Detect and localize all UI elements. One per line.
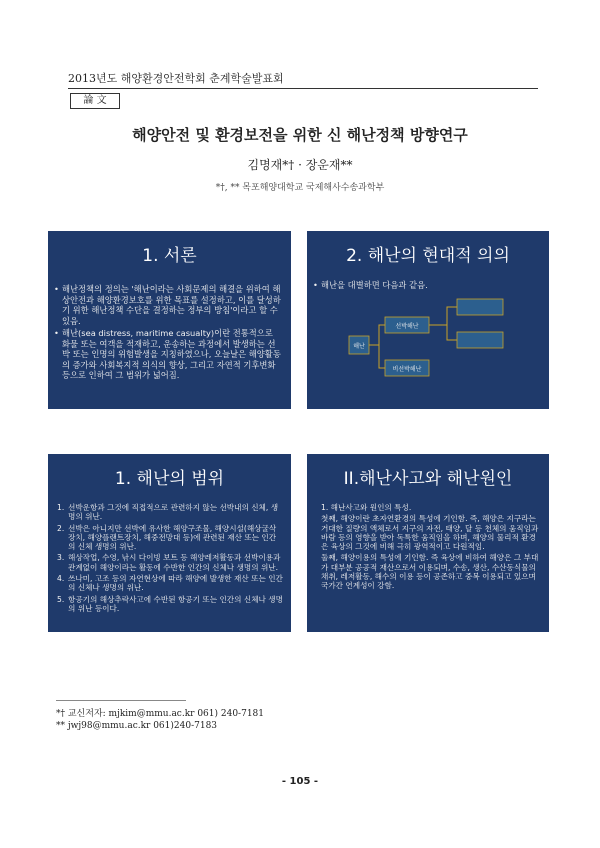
slide-title: 2. 해난의 현대적 의의 [346,246,510,266]
bullet-list [48,284,291,381]
classification-diagram [307,231,549,409]
footnote-coauthor: ** jwj98@mmu.ac.kr 061)240-7183 [56,721,218,731]
connector-line [379,345,385,368]
bullet-item: • 해난(sea distress, maritime casualty)이란 전통적으로 화물 또는 여객을 적재하고, 운송하는 과정에서 발생하는 선박 또는 인명의 위험발생을 지칭하였으나, 오늘날은 해양활동의 증가와 사회복지적 의식의 향상, 그리고 자연적 기후변화 등으로 인하여 그 범위가 넓어짐. [62,328,283,381]
footnote-corresponding: *† 교신저자: mjkim@mmu.ac.kr 061) 240-7181 [56,709,265,719]
conference-header: 2013년도 해양환경안전학회 춘계학술발표회 [68,72,284,85]
list-text: 해상작업, 수영, 낚시 다이빙 보트 등 해양레저활동과 선박이용과 관계없이 해양이라는 활동에 수반한 인간의 신체나 생명의 위난. [68,553,281,572]
list-item [57,553,283,572]
slide-accidents-causes [307,454,549,632]
bullet-item: • 해난을 대별하면 다음과 같음. [321,280,541,291]
page-number: - 105 - [281,776,319,787]
footnote-rule [56,700,186,701]
bullet-item: • 해난정책의 정의는 '해난이라는 사회문제의 해결을 위하여 해상안전과 해양환경보호를 위한 목표를 설정하고, 이를 달성하기 위한 해난정책 수단을 결정하는 정부의 방침'이라고 할 수 있음. [62,284,283,326]
list-item [57,594,283,614]
paragraph: 첫째, 해양이란 초자연환경의 특성에 기인함. 즉, 해양은 지구라는 거대한 질량의 액체로서 지구의 자전, 태양, 달 등 천체의 움직임과 바람 등의 영향을 받아 독특한 움직임을 하며, 해양의 물리적 환경은 육상의 그것에 비해 극히 광역적이고 다원적임. [321,514,539,552]
list-number: 4. [57,574,65,584]
slide-modern-meaning [307,231,549,409]
header-rule [68,88,538,89]
diagram-node-nonship-label: 비선박해난 [392,366,422,373]
slide-scope [48,454,291,632]
list-number: 1. [57,503,65,512]
list-text: 선박운항과 그것에 직접적으로 관련하지 않는 선박내의 신체, 생명의 위난. [68,503,279,522]
list-text: 선박은 아니지만 선박에 유사한 해양구조물, 해양시설(해상굴삭장치, 해양플랜트장치, 해중전망대 등)에 관련된 재산 또는 인간의 신체 생명의 위난. [68,523,277,552]
paragraph: 둘째, 해양이용의 특성에 기인함. 즉 육상에 비하여 해양은 그 부대가 대부분 공공적 재산으로서 이용되며, 수송, 생산, 수산동식물의 채취, 레저활동, 해수의 이용 등이 공존하고 중복 이용되고 있으며 국가간 연계성이 강함. [321,553,539,591]
list-item [57,523,283,552]
paper-title: 해양안전 및 환경보전을 위한 신 해난정책 방향연구 [132,126,468,144]
authors: 김명재*† · 장운재** [247,158,353,172]
diagram-node-root-label: 해난 [353,343,365,350]
paragraph: 1. 해난사고와 원인의 특성. [321,503,412,512]
list-number: 3. [57,553,65,563]
list-number: 5. [57,594,65,604]
list-item [57,574,283,593]
list-text: 쓰나미, 고조 등의 자연현상에 따라 해양에 발생한 재산 또는 인간의 신체나 생명의 위난. [68,574,283,593]
paper-type-tag: 論 文 [70,93,120,109]
slide-body [307,503,549,591]
slide-title: 1. 해난의 범위 [114,469,225,489]
slide-title: II.해난사고와 해난원인 [343,469,513,489]
numbered-list [48,503,291,613]
slide-title: 1. 서론 [142,246,197,266]
diagram-node-ship-label: 선박해난 [395,323,419,330]
connector-line [429,307,457,325]
diagram-node-leaf [457,299,503,315]
list-number: 2. [57,523,65,533]
connector-line [447,325,457,340]
diagram-node-leaf [457,332,503,348]
affiliation: *†, ** 목포해양대학교 국제해사수송과학부 [215,183,385,193]
connector-line [369,325,385,345]
list-text: 항공기의 해상추락사고에 수반된 항공기 또는 인간의 신체나 생명의 위난 등이다. [68,594,283,613]
footnotes [56,708,264,732]
slide-introduction [48,231,291,409]
list-item [57,503,283,522]
